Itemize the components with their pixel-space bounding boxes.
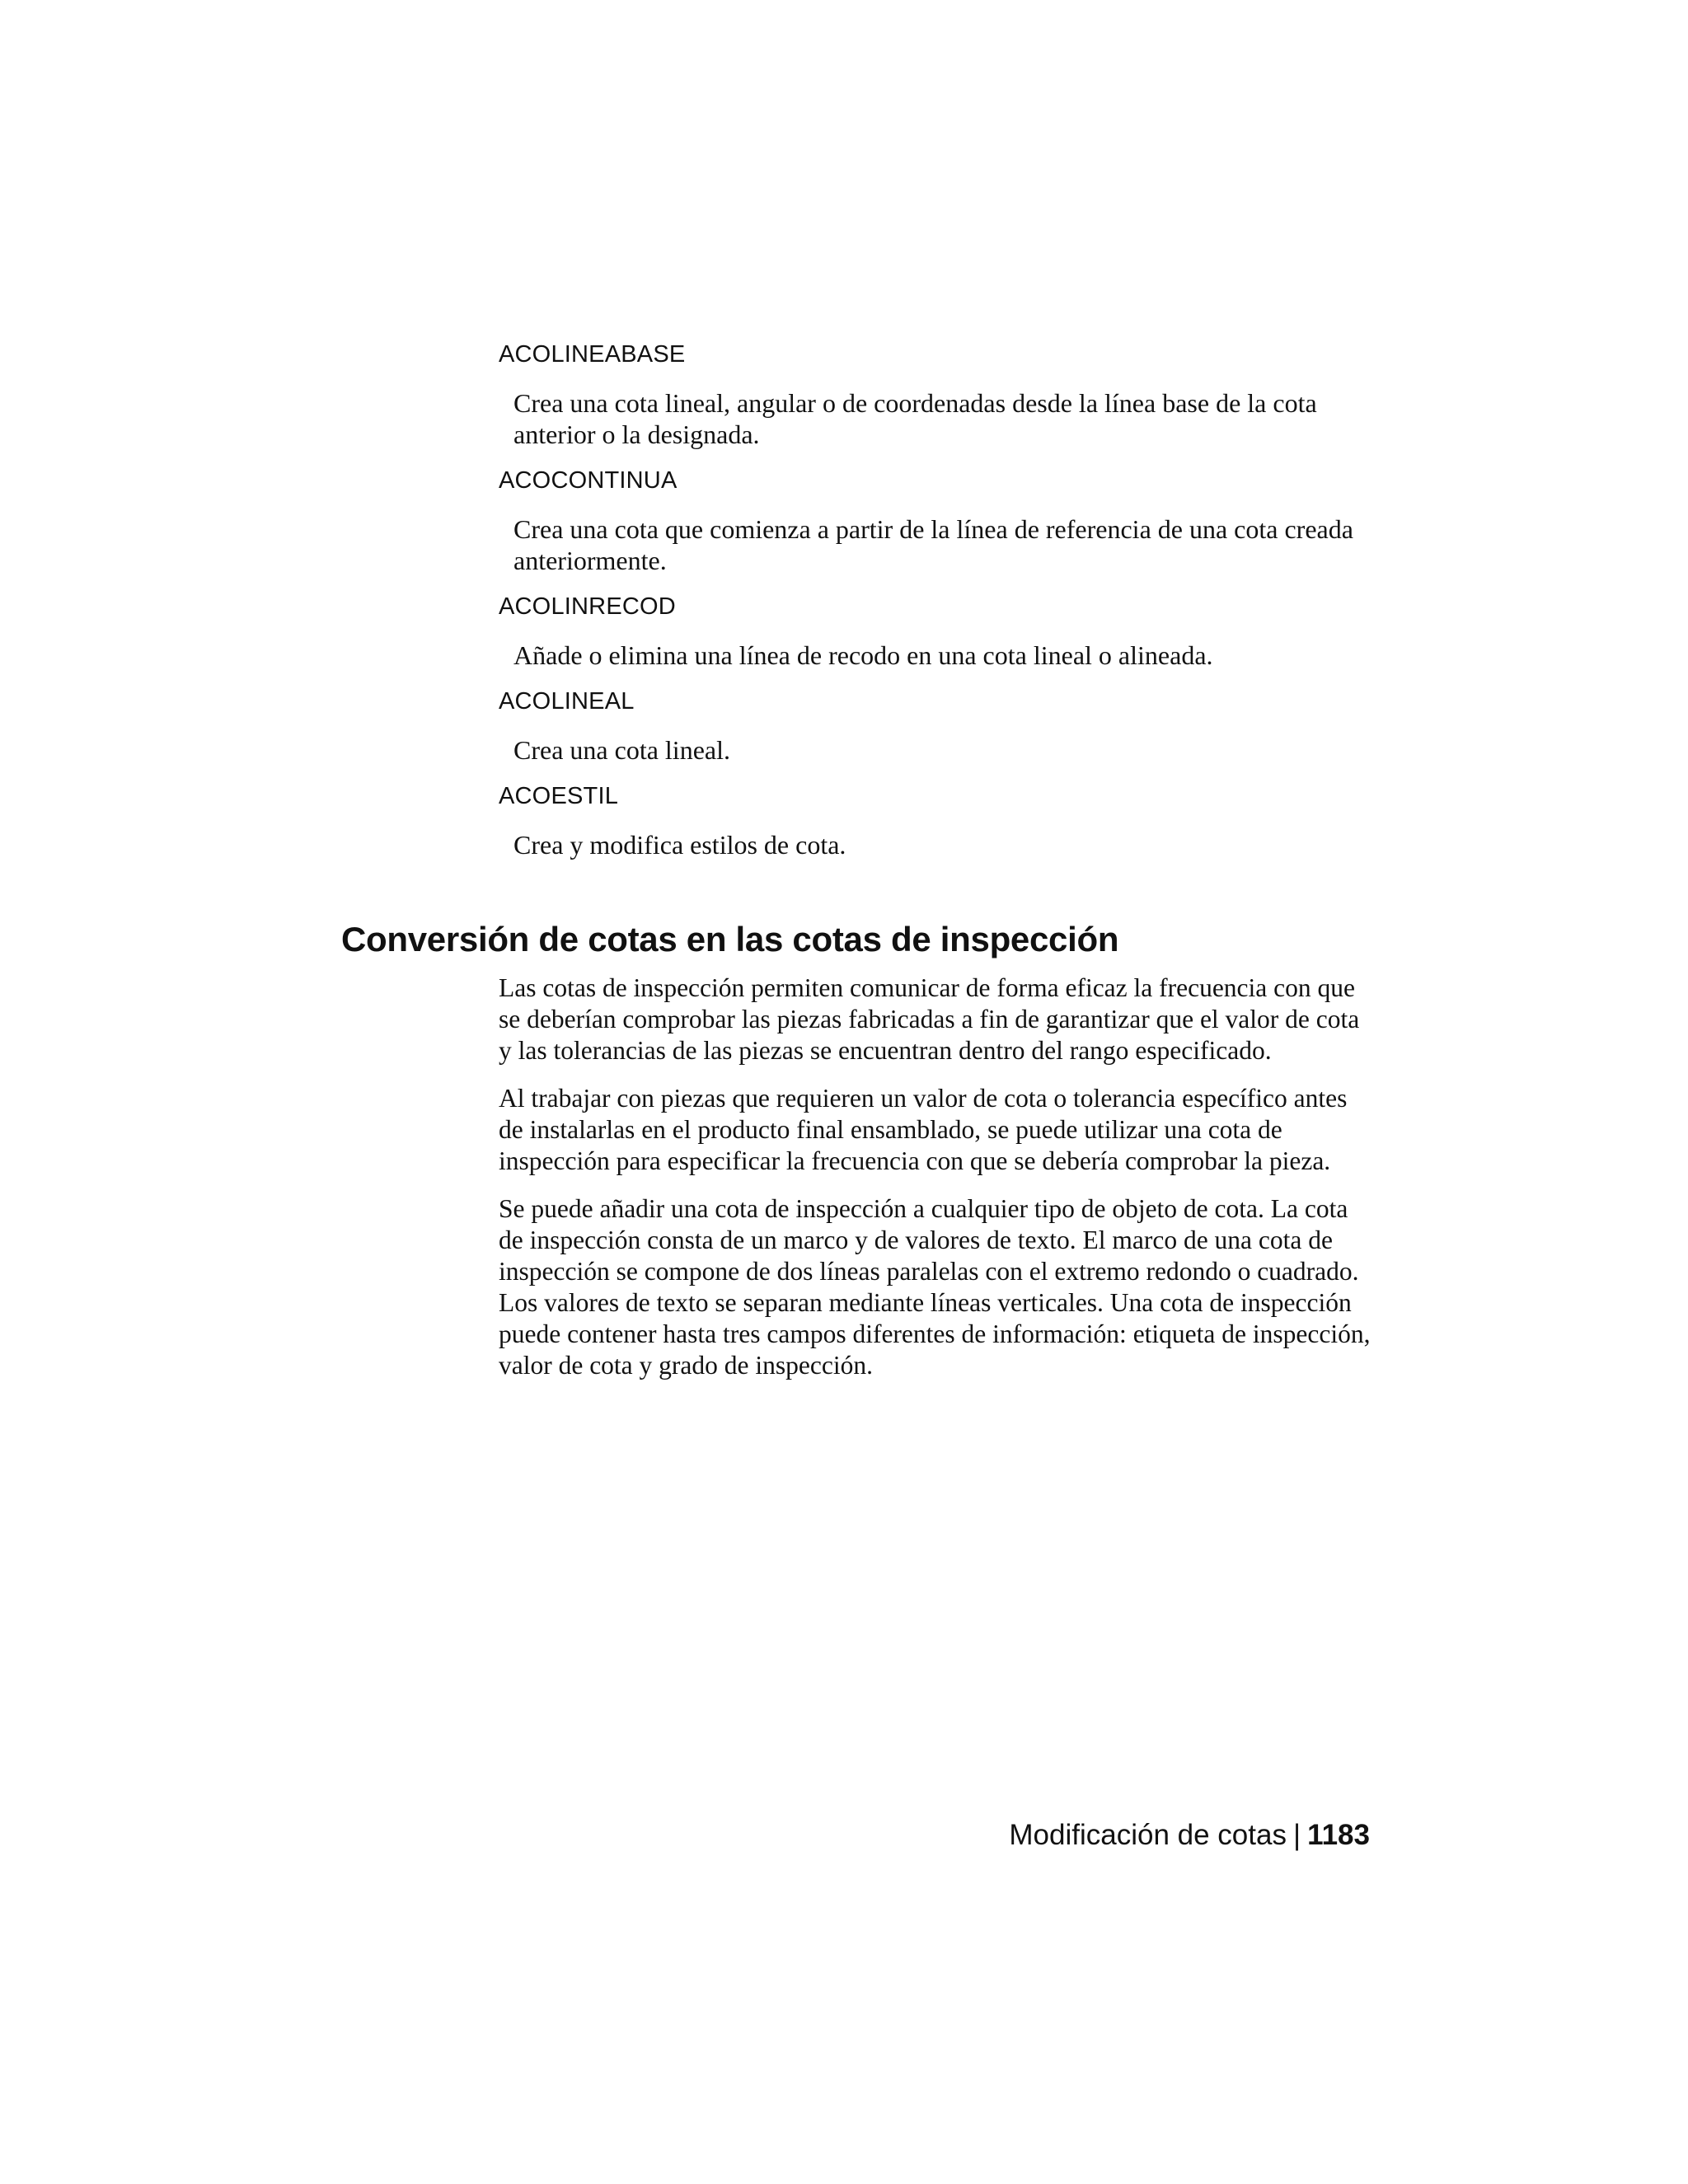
page-footer: [1009, 1817, 1370, 1854]
command-description: Crea una cota lineal, angular o de coordenadas desde la línea base de la cota anterior o la designada.: [513, 388, 1317, 449]
command-name: ACOLINEAL: [499, 688, 635, 715]
paragraph: Las cotas de inspección permiten comunicar de forma eficaz la frecuencia con que se deberían comprobar las piezas fabricadas a fin de garantizar que el valor de cota y las tolerancias de las piezas se encuentran dentro del rango especificado.: [499, 973, 1360, 1065]
command-list: [499, 340, 1372, 876]
command-name: ACOESTIL: [499, 783, 619, 809]
section-heading: Conversión de cotas en las cotas de inspección: [341, 920, 1119, 958]
command-description: Crea una cota que comienza a partir de la línea de referencia de una cota creada anteriormente.: [513, 514, 1353, 575]
command-description: Crea y modifica estilos de cota.: [513, 830, 846, 860]
page-number: 1183: [1307, 1819, 1370, 1851]
section-body: [499, 972, 1376, 1398]
paragraph: Al trabajar con piezas que requieren un valor de cota o tolerancia específico antes de instalarlas en el producto final ensamblado, se puede utilizar una cota de inspección para especificar la frecuencia con que se debería comprobar la pieza.: [499, 1084, 1348, 1175]
command-name: ACOLINEABASE: [499, 341, 686, 368]
command-description: Crea una cota lineal.: [513, 735, 730, 765]
command-description: Añade o elimina una línea de recodo en una cota lineal o alineada.: [513, 640, 1213, 670]
paragraph: Se puede añadir una cota de inspección a cualquier tipo de objeto de cota. La cota de inspección consta de un marco y de valores de texto. El marco de una cota de inspección se compone de dos líneas paralelas con el extremo redondo o cuadrado. Los valores de texto se separan mediante líneas verticales. Una cota de inspección puede contener hasta tres campos diferentes de información: etiqueta de inspección, valor de cota y grado de inspección.: [499, 1194, 1371, 1380]
command-name: ACOLINRECOD: [499, 593, 676, 620]
command-name: ACOCONTINUA: [499, 467, 678, 494]
footer-separator: |: [1292, 1819, 1301, 1851]
chapter-title: Modificación de cotas: [1009, 1819, 1287, 1851]
